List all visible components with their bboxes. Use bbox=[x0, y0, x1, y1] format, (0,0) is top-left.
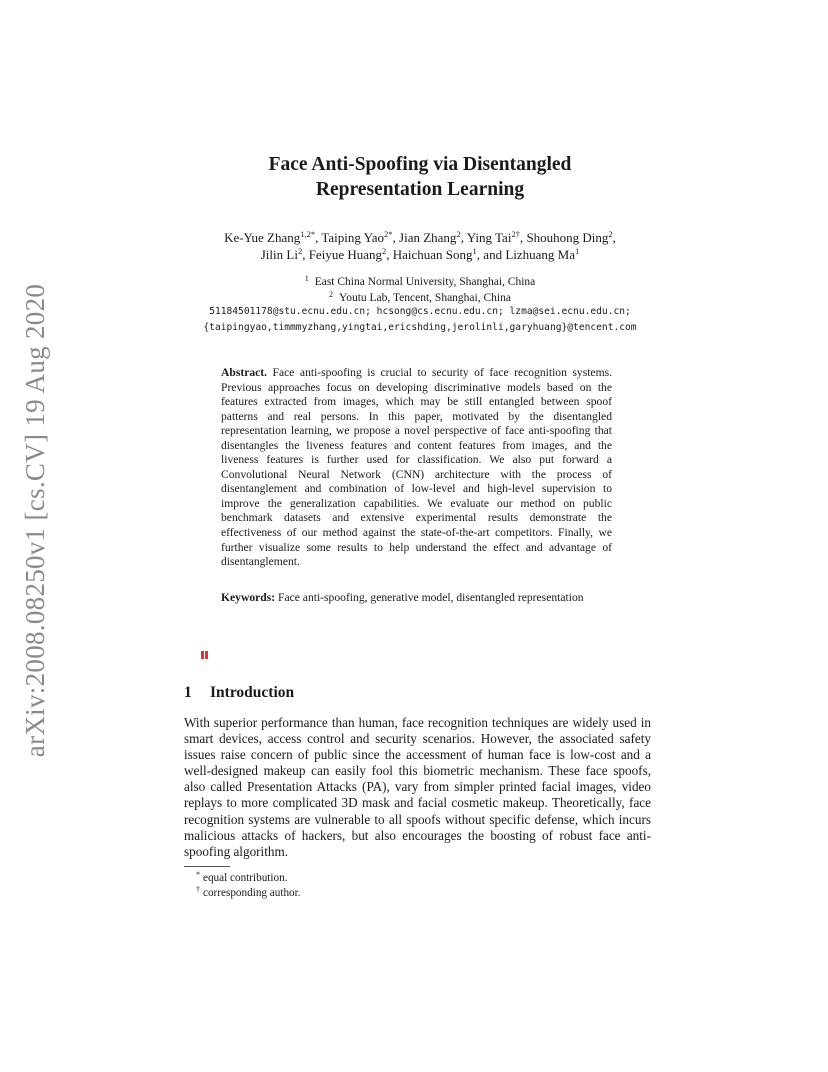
section-number: 1 bbox=[184, 684, 192, 701]
author-name: Jilin Li bbox=[260, 247, 298, 262]
author-affil-mark: 2 bbox=[382, 246, 387, 256]
title-line-1: Face Anti-Spoofing via Disentangled bbox=[268, 154, 572, 175]
footnote: † corresponding author. bbox=[196, 885, 301, 899]
email-line-2: {taipingyao,timmmyzhang,yingtai,ericshding,jerolinli,garyhuang}@tencent.com bbox=[203, 321, 637, 333]
author-name: Ke-Yue Zhang bbox=[224, 230, 301, 245]
author-name: Taiping Yao bbox=[321, 230, 385, 245]
author-affil-mark: 2† bbox=[511, 229, 520, 239]
footnote: * equal contribution. bbox=[196, 870, 288, 884]
author-name: Shouhong Ding bbox=[526, 230, 609, 245]
paper-title bbox=[150, 152, 690, 202]
keywords bbox=[221, 590, 612, 605]
abstract-text: Face anti-spoofing is crucial to security of face recognition systems. Previous approaches focus on developing discriminative models based on the features extracted from images, which may be still entangled between spoof patterns and real persons. In this paper, motivated by the disentangled representation learning, we propose a novel perspective of face anti-spoofing that disentangles the liveness features and content features from images, and the liveness features is further used for classification. We also put forward a Convolutional Neural Network (CNN) architecture with the process of disentanglement and combination of low-level and high-level supervision to improve the generalization capabilities. We evaluate our method on public benchmark datasets and extensive experimental results demonstrate the effectiveness of our method against the state-of-the-art competitors. Finally, we further visualize some results to help understand the effect and advantage of disentanglement. bbox=[221, 366, 613, 569]
title-line-2: Representation Learning bbox=[315, 179, 525, 200]
author-affil-mark: 1 bbox=[575, 246, 580, 256]
affiliations bbox=[150, 275, 690, 306]
email-line-1: 51184501178@stu.ecnu.edu.cn; hcsong@cs.ecnu.edu.cn; lzma@sei.ecnu.edu.cn; bbox=[209, 306, 631, 317]
author-affil-mark: 2 bbox=[608, 229, 613, 239]
keywords-label: Keywords: bbox=[221, 591, 276, 604]
affiliation: $^1$ East China Normal University, Shanghai, China bbox=[304, 274, 536, 288]
author-name: Jian Zhang bbox=[399, 230, 457, 245]
intro-body bbox=[184, 715, 651, 860]
author-list: Ke-Yue Zhang$^{1,2*}$, Taiping Yao$^{2*}$, Jian Zhang$^2$, Ying Tai$^{2\dagger}$, Shouhong Ding$^2$, Jilin Li$^2$, Feiyue Huang$^2$, Haichuan Song$^1$, and Lizhuang Ma$^1$ bbox=[224, 229, 616, 262]
abstract-label: Abstract. bbox=[221, 366, 268, 379]
footnote-divider bbox=[184, 866, 230, 867]
author-affil-mark: 2 bbox=[297, 246, 303, 256]
arxiv-identifier-text: arXiv:2008.08250v1 [cs.CV] 19 Aug 2020 bbox=[20, 283, 51, 757]
intro-paragraph: With superior performance than human, face recognition techniques are widely used in smart devices, access control and security scenarios. However, the associated safety issues raise concern of public since the accessment of human face is low-cost and a well-designed makeup can easily fool this biometric mechanism. These face spoofs, also called Presentation Attacks (PA), vary from simpler printed facial images, video replays to more complicated 3D mask and facial cosmetic makeup. Theoretically, face recognition systems are vulnerable to all spoofs without specific defense, which incurs malicious attacks of hackers, but also encourages the boosting of robust face anti-spoofing algorithm. bbox=[184, 715, 651, 859]
author-name: Lizhuang Ma bbox=[505, 247, 575, 262]
section-title: Introduction bbox=[210, 684, 295, 701]
author-affil-mark: 2* bbox=[384, 229, 393, 239]
author-name: Haichuan Song bbox=[392, 247, 473, 262]
author-affil-mark: 2 bbox=[456, 229, 461, 239]
keywords-text: Face anti-spoofing, generative model, disentangled representation bbox=[278, 591, 584, 604]
abstract bbox=[221, 366, 612, 570]
author-name: Ying Tai bbox=[466, 230, 512, 245]
section-heading bbox=[184, 684, 294, 702]
author-name: Feiyue Huang bbox=[308, 247, 382, 262]
author-affil-mark: 1 bbox=[472, 246, 477, 256]
affiliation: $^2$ Youtu Lab, Tencent, Shanghai, China bbox=[329, 289, 511, 304]
red-marker-icon bbox=[201, 651, 209, 659]
author-emails bbox=[150, 304, 690, 335]
arxiv-identifier bbox=[16, 280, 56, 760]
author-affil-mark: 1,2* bbox=[300, 229, 316, 239]
footnotes bbox=[196, 871, 301, 901]
